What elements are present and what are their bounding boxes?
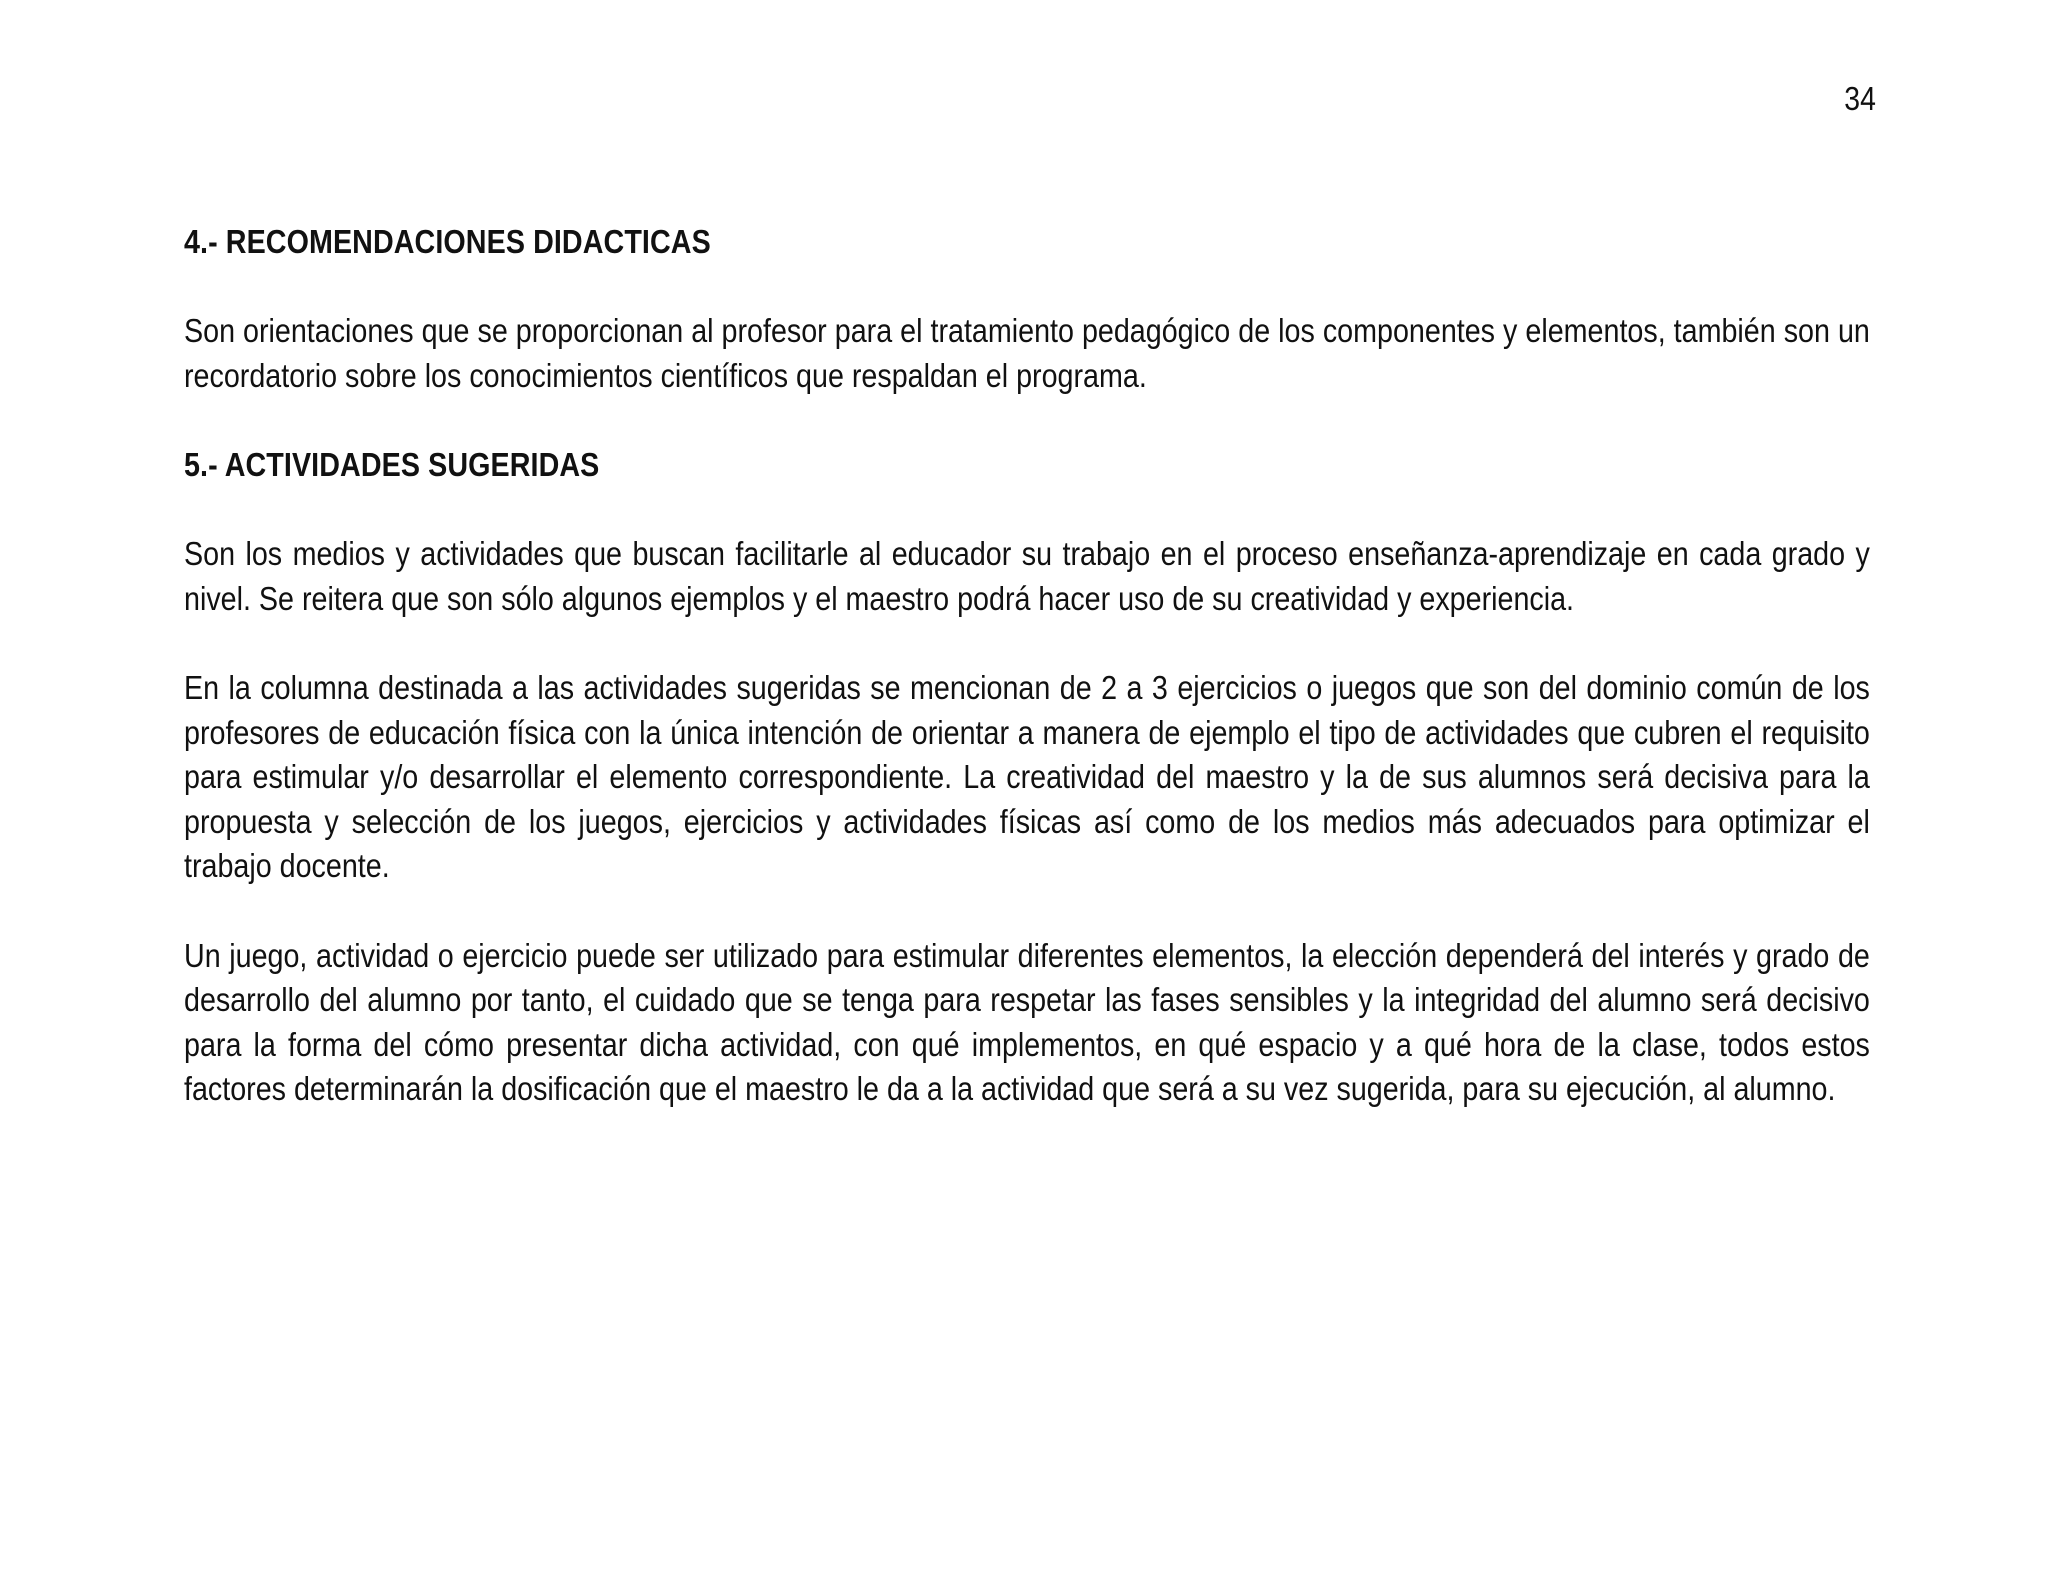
paragraph-actividades-1: Son los medios y actividades que buscan facilitarle al educador su trabajo en el proceso enseñanza-aprendizaje en cada grado y nivel. Se reitera que son sólo algunos ejemplos y el maestro podrá hacer uso de su creatividad y experiencia.: [184, 535, 1870, 617]
paragraph-recomendaciones: Son orientaciones que se proporcionan al profesor para el tratamiento pedagógico de los componentes y elementos, también son un recordatorio sobre los conocimientos científicos que respaldan el programa.: [184, 312, 1870, 394]
section-heading-actividades: 5.- ACTIVIDADES SUGERIDAS: [184, 446, 600, 483]
paragraph-actividades-2: En la columna destinada a las actividades sugeridas se mencionan de 2 a 3 ejercicios o juegos que son del dominio común de los profesores de educación física con la única intención de orientar a manera de ejemplo el tipo de actividades que cubren el requisito para estimular y/o desarrollar el elemento correspondiente. La creatividad del maestro y la de sus alumnos será decisiva para la propuesta y selección de los juegos, ejercicios y actividades físicas así como de los medios más adecuados para optimizar el trabajo docente.: [184, 669, 1870, 884]
section-heading-recomendaciones: 4.- RECOMENDACIONES DIDACTICAS: [184, 223, 711, 260]
paragraph-actividades-3: Un juego, actividad o ejercicio puede ser utilizado para estimular diferentes elementos, la elección dependerá del interés y grado de desarrollo del alumno por tanto, el cuidado que se tenga para respetar las fases sensibles y la integridad del alumno será decisivo para la forma del cómo presentar dicha actividad, con qué implementos, en qué espacio y a qué hora de la clase, todos estos factores determinarán la dosificación que el maestro le da a la actividad que será a su vez sugerida, para su ejecución, al alumno.: [184, 936, 1870, 1107]
page-number: 34: [1844, 80, 1876, 117]
document-body: [184, 220, 1870, 1157]
document-text-block: [184, 220, 1870, 1112]
